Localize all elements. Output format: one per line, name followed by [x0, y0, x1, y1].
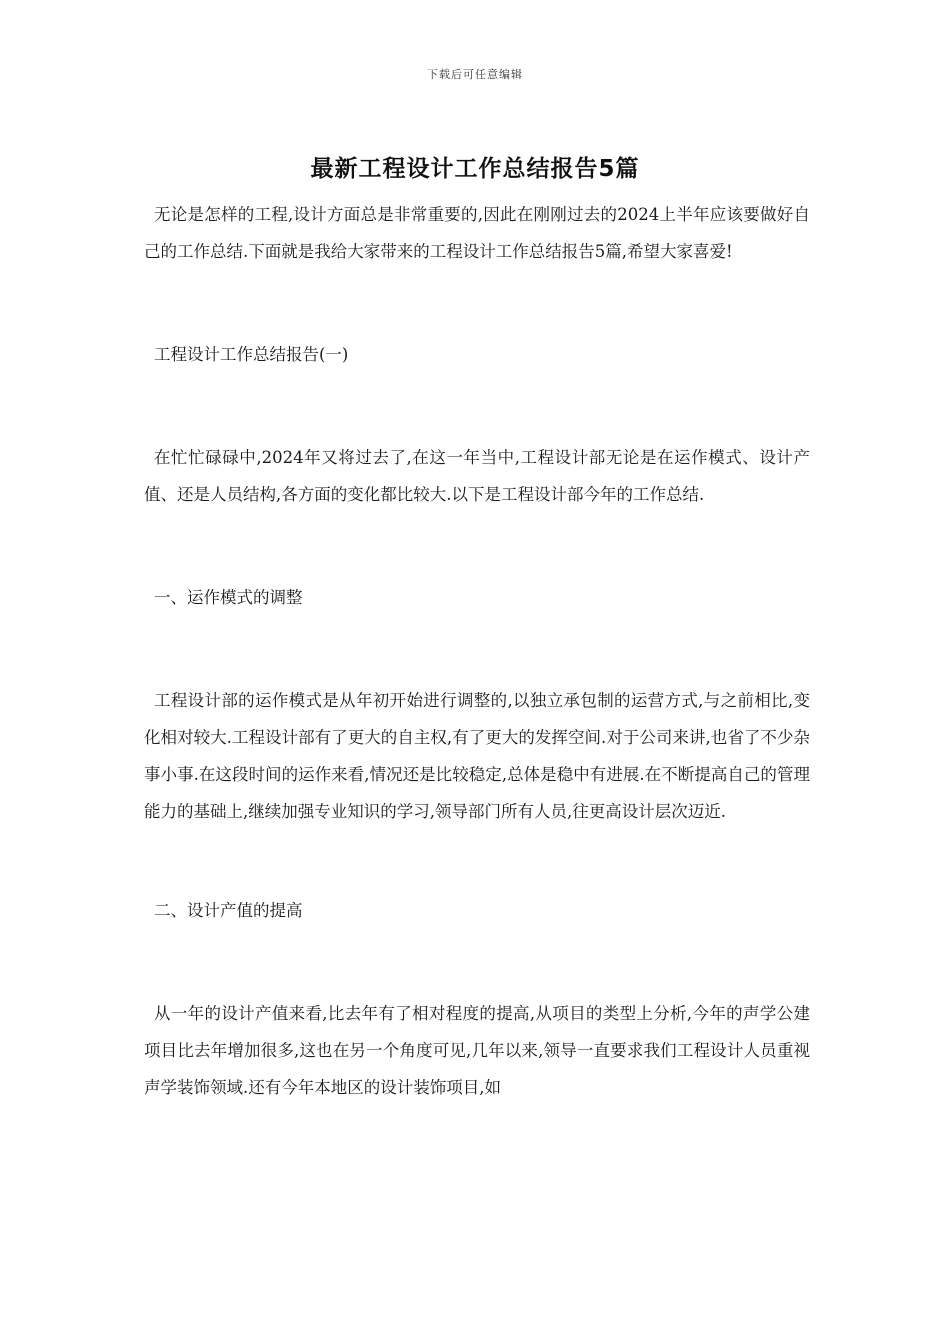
spacer — [144, 270, 810, 336]
spacer — [144, 616, 810, 682]
section-1-paragraph: 在忙忙碌碌中,2024年又将过去了,在这一年当中,工程设计部无论是在运作模式、设计产值、还是人员结构,各方面的变化都比较大.以下是工程设计部今年的工作总结. — [144, 448, 810, 504]
section-1-title: 工程设计工作总结报告(一) — [154, 345, 349, 364]
heading-operation-mode: 一、运作模式的调整 — [154, 588, 303, 607]
spacer — [144, 929, 810, 995]
operation-mode-paragraph: 工程设计部的运作模式是从年初开始进行调整的,以独立承包制的运营方式,与之前相比,变化相对较大.工程设计部有了更大的自主权,有了更大的发挥空间.对于公司来讲,也省了不少杂事小事.在这段时间的运作来看,情况还是比较稳定,总体是稳中有进展.在不断提高自己的管理能力的基础上,继续加强专业知识的学习,领导部门所有人员,往更高设计层次迈近. — [144, 691, 810, 821]
header-note: 下载后可任意编辑 — [427, 68, 523, 81]
intro-paragraph: 无论是怎样的工程,设计方面总是非常重要的,因此在刚刚过去的2024上半年应该要做好自己的工作总结.下面就是我给大家带来的工程设计工作总结报告5篇,希望大家喜爱! — [144, 205, 810, 261]
heading-design-output: 二、设计产值的提高 — [154, 901, 303, 920]
spacer — [144, 373, 810, 439]
design-output-paragraph: 从一年的设计产值来看,比去年有了相对程度的提高,从项目的类型上分析,今年的声学公建项目比去年增加很多,这也在另一个角度可见,几年以来,领导一直要求我们工程设计人员重视声学装饰领域.还有今年本地区的设计装饰项目,如 — [144, 1004, 810, 1097]
document-title: 最新工程设计工作总结报告5篇 — [310, 156, 640, 182]
spacer — [144, 513, 810, 579]
spacer — [144, 830, 810, 892]
document-body — [144, 196, 810, 1106]
